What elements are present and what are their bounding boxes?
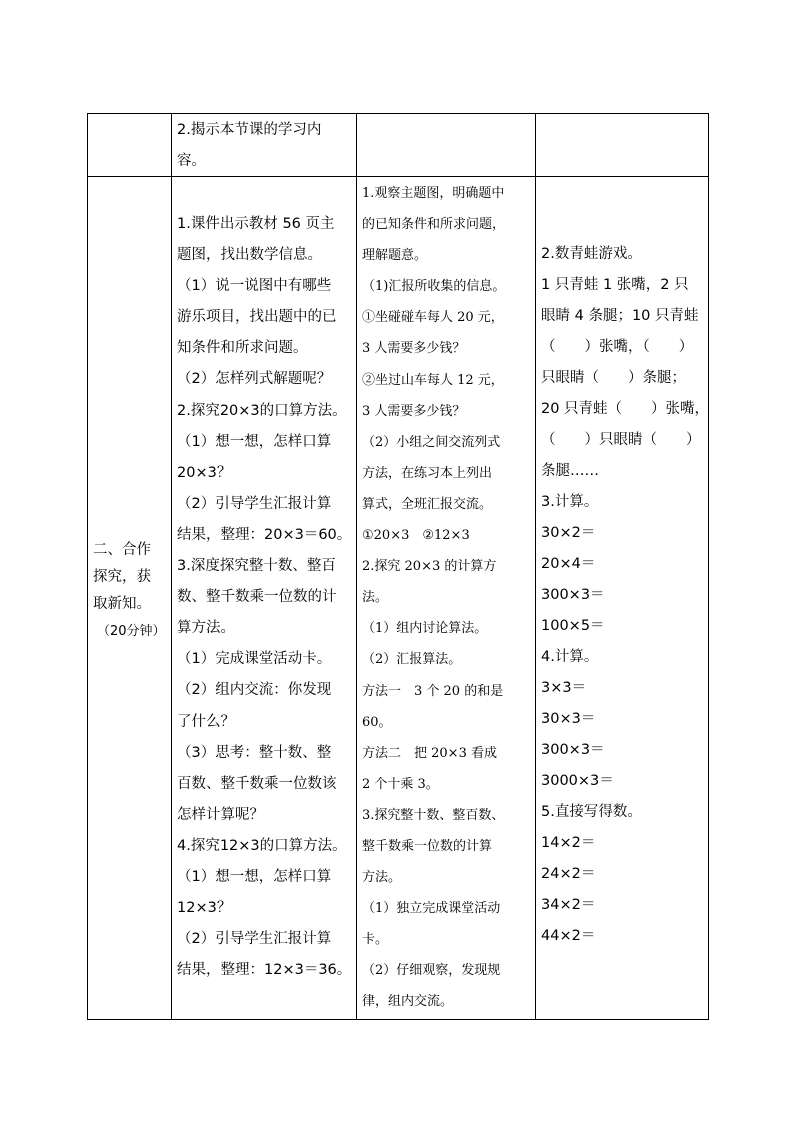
- text-line: 20×4＝: [541, 556, 596, 572]
- text-line: （2）仔细观察，发现规: [362, 963, 501, 979]
- text-line: 4.计算。: [541, 649, 599, 665]
- text-line: 3.计算。: [541, 494, 599, 510]
- text-line: 2.探究 20×3 的计算方: [362, 559, 497, 575]
- text-line: 结果，整理：20×3＝60。: [177, 526, 352, 543]
- text-line: 20×3？: [177, 464, 232, 481]
- text-line: 游乐项目，找出题中的已: [177, 309, 337, 326]
- text-line: 方法二 把 20×3 看成: [362, 745, 497, 761]
- text-line: 方法一 3 个 20 的和是: [362, 683, 504, 699]
- text-line: （2）小组之间交流列式: [362, 434, 501, 450]
- text-line: 探究，获: [93, 569, 151, 585]
- text-line: （ ）张嘴，（ ）: [541, 339, 694, 355]
- text-line: 数、整千数乘一位数的计: [177, 589, 337, 606]
- text-line: 3000×3＝: [541, 773, 614, 789]
- text-line: 1.观察主题图，明确题中: [362, 186, 505, 201]
- text-line: （1)汇报所收集的信息。: [362, 279, 506, 295]
- text-line: 算方法。: [177, 620, 235, 637]
- text-line: 条腿……: [541, 463, 599, 479]
- text-line: 100×5＝: [541, 618, 605, 634]
- teacher-activity: [177, 209, 351, 986]
- text-line: 算式，全班汇报交流。: [362, 496, 493, 512]
- row1-teacher-activity: [177, 115, 321, 177]
- text-line: 2 个十乘 3。: [362, 776, 439, 792]
- table-border-left: [87, 113, 88, 1020]
- text-line: 卡。: [362, 932, 389, 948]
- text-line: ①20×3 ②12×3: [362, 528, 470, 544]
- text-line: 5.直接写得数。: [541, 804, 642, 820]
- text-line: （1）想一想，怎样口算: [177, 433, 332, 450]
- text-line: （1）完成课堂活动卡。: [177, 651, 332, 668]
- text-line: 2.揭示本节课的学习内: [177, 122, 322, 138]
- text-line: 30×3＝: [541, 711, 596, 727]
- text-line: 2.探究20×3的口算方法。: [177, 402, 347, 419]
- text-line: （1）组内讨论算法。: [362, 621, 488, 637]
- text-line: 容。: [177, 153, 206, 169]
- text-line: （2）组内交流：你发现: [177, 682, 332, 699]
- text-line: 24×2＝: [541, 866, 596, 882]
- text-line: 12×3？: [177, 900, 232, 917]
- text-line: （3）思考：整十数、整: [177, 744, 332, 761]
- text-line: （1）独立完成课堂活动: [362, 901, 501, 917]
- text-line: ②坐过山车每人 12 元，: [362, 372, 504, 388]
- text-line: 1.课件出示教材 56 页主: [177, 216, 335, 232]
- text-line: 题图，找出数学信息。: [177, 247, 322, 264]
- student-activity: [362, 178, 505, 1018]
- text-line: 法。: [362, 590, 389, 606]
- text-line: 整千数乘一位数的计算: [362, 838, 493, 854]
- text-line: 2.数青蛙游戏。: [541, 246, 642, 262]
- text-line: 取新知。: [93, 596, 151, 612]
- text-line: 3×3＝: [541, 680, 587, 696]
- text-line: 60。: [362, 714, 392, 730]
- text-line: （2）汇报算法。: [362, 652, 462, 668]
- table-border-bottom: [87, 1019, 709, 1020]
- text-line: 二、合作: [93, 542, 151, 558]
- text-line: （2）怎样列式解题呢？: [177, 371, 332, 388]
- text-line: ①坐碰碰车每人 20 元，: [362, 310, 504, 326]
- text-line: 眼睛 4 条腿；10 只青蛙: [541, 308, 699, 324]
- text-line: 34×2＝: [541, 897, 596, 913]
- text-line: 1 只青蛙 1 张嘴，2 只: [541, 277, 689, 293]
- text-line: 3.深度探究整十数、整百: [177, 558, 336, 575]
- exercises: [541, 239, 709, 952]
- section-duration: （20分钟）: [97, 624, 166, 639]
- text-line: 3.探究整十数、整百数、: [362, 807, 505, 823]
- text-line: 300×3＝: [541, 587, 605, 603]
- text-line: 30×2＝: [541, 525, 596, 541]
- text-line: （ ）只眼睛（ ）: [541, 432, 701, 448]
- section-heading: [91, 537, 166, 645]
- text-line: 方法。: [362, 870, 402, 886]
- column-divider-3: [535, 113, 536, 1020]
- column-divider-2: [356, 113, 357, 1020]
- text-line: （2）引导学生汇报计算: [177, 495, 332, 512]
- text-line: 20 只青蛙（ ）张嘴，: [541, 401, 710, 417]
- text-line: 44×2＝: [541, 928, 596, 944]
- column-divider-1: [171, 113, 172, 1020]
- text-line: 怎样计算呢？: [177, 806, 264, 823]
- text-line: 只眼睛（ ）条腿；: [541, 370, 686, 386]
- text-line: 知条件和所求问题。: [177, 340, 308, 357]
- text-line: 4.探究12×3的口算方法。: [177, 837, 347, 854]
- text-line: 理解题意。: [362, 248, 428, 264]
- lesson-plan-table: [87, 113, 709, 1020]
- text-line: （2）引导学生汇报计算: [177, 931, 332, 948]
- text-line: 百数、整千数乘一位数该: [177, 775, 337, 792]
- text-line: 3 人需要多少钱？: [362, 341, 466, 357]
- text-line: 14×2＝: [541, 835, 596, 851]
- text-line: 方法，在练习本上列出: [362, 465, 493, 481]
- text-line: （1）想一想，怎样口算: [177, 868, 332, 885]
- text-line: 3 人需要多少钱？: [362, 403, 466, 419]
- text-line: 律，组内交流。: [362, 994, 454, 1010]
- text-line: 结果，整理：12×3＝36。: [177, 962, 352, 979]
- text-line: （1）说一说图中有哪些: [177, 278, 332, 295]
- text-line: 的已知条件和所求问题，: [362, 217, 506, 233]
- text-line: 300×3＝: [541, 742, 605, 758]
- text-line: 了什么？: [177, 713, 235, 730]
- table-border-top: [87, 113, 709, 114]
